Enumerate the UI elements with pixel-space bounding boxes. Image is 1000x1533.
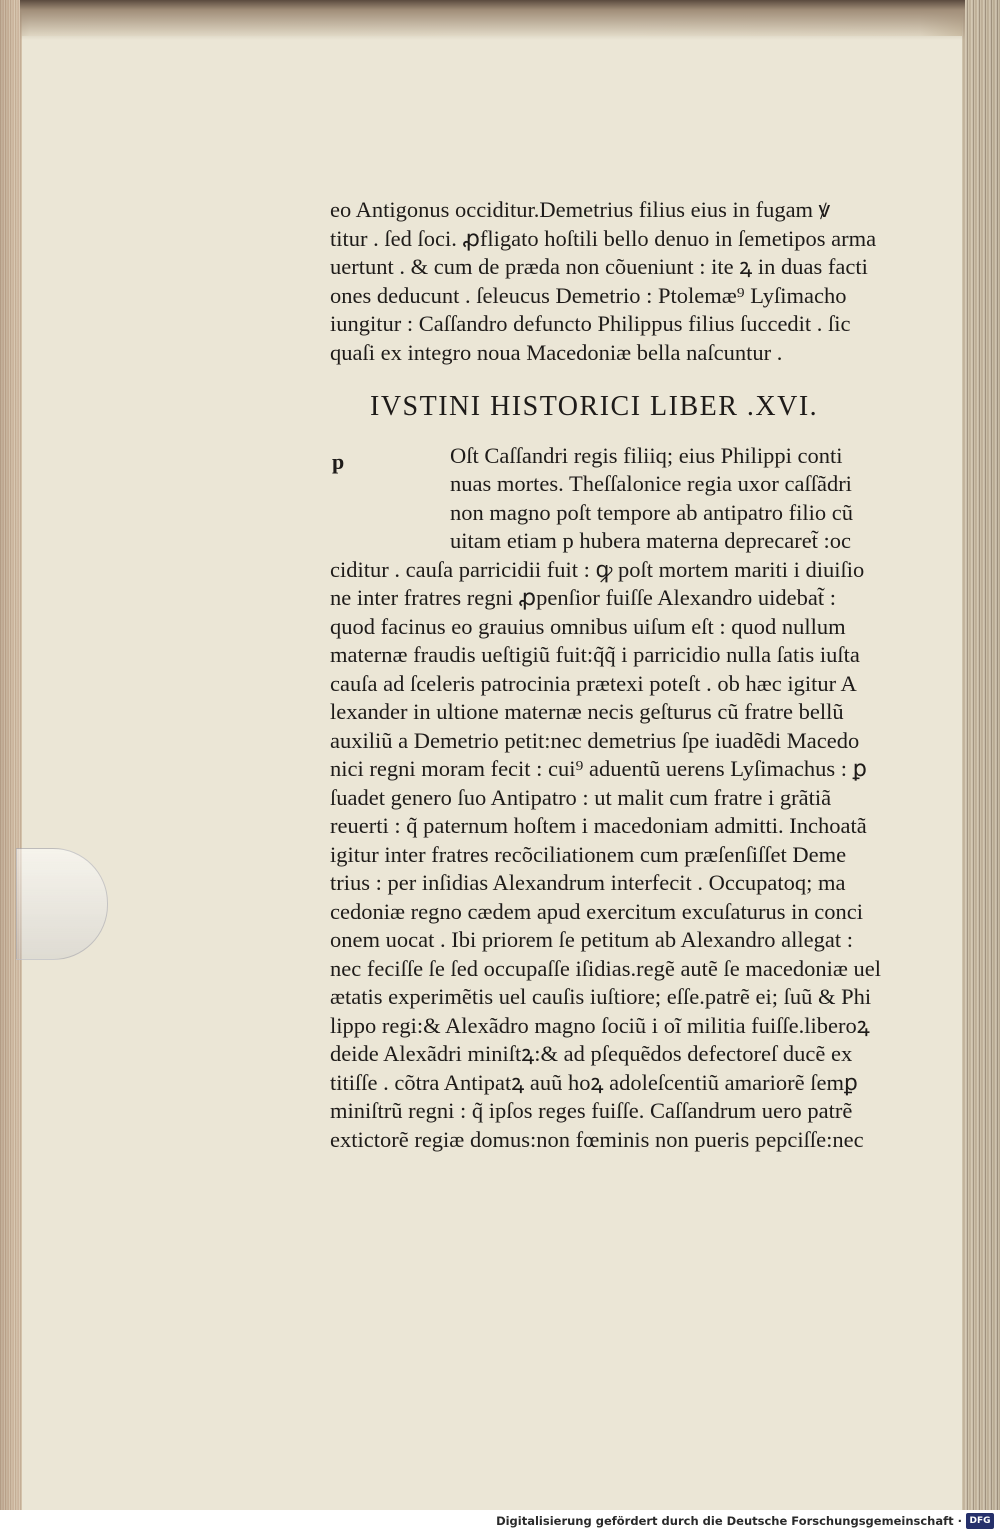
text-line: maternæ fraudis ueſtigiũ fuit:q̃q̃ i parricidio nulla ſatis iuſta [330,642,860,667]
page-clip [16,848,108,960]
body-paragraph [330,556,915,1155]
book-heading: IVSTINI HISTORICI LIBER .XVI. [370,391,819,422]
text-line: cedoniæ regno cædem apud exercitum excuſaturus in conci [330,898,863,924]
text-line: uertunt . & cum de præda non cõueniunt : ite ꝝ in duas facti [330,254,868,279]
text-line: non magno poſt tempore ab antipatro filio cũ [450,499,854,525]
text-line: nec feciſſe ſe ſed occupaſſe iſidias.regẽ autẽ ſe macedoniæ uel [330,955,881,981]
text-line: lexander in ultione maternæ necis geſturus cũ fratre bellũ [330,699,844,724]
text-line: uitam etiam p hubera materna deprecaret̃ :oc [450,528,852,553]
text-line: ſuadet genero ſuo Antipatro : ut malit cum fratre i grãtiã [330,784,832,810]
closing-paragraph [330,196,915,367]
text-line: igitur inter fratres recõciliationem cum præſenſiſſet Deme [330,841,847,867]
text-line: Oſt Caſſandri regis filiiq; eius Philippi conti [450,442,843,468]
page-top-shadow [20,0,965,40]
text-line: extictorẽ regiæ domus:non fœminis non pueris pepciſſe:nec [330,1126,864,1152]
text-line: titiſſe . cõtra Antipatꝝ auũ hoꝝ adoleſcentiũ amariorẽ ſemꝑ [330,1069,858,1095]
text-line: miniſtrũ regni : q̃ ipſos reges fuiſſe. Caſſandrum uero patrẽ [330,1098,853,1123]
text-line: trius : per inſidias Alexandrum interfecit . Occupatoq; ma [330,870,846,895]
text-line: onem uocat . Ibi priorem ſe petitum ab Alexandro allegat : [330,927,853,952]
initial-paragraph [330,442,915,556]
text-line: auxiliũ a Demetrio petit:nec demetrius ſpe iuadẽdi Macedo [330,727,860,753]
text-block [330,196,915,1154]
text-line: eo Antigonus occiditur.Demetrius filius eius in fugam ꝟ [330,197,831,222]
page-stack-left [0,0,22,1510]
text-line: titur . ſed ſoci. ꝓfligato hoſtili bello denuo in ſemetipos arma [330,225,877,251]
footer-credit: Digitalisierung gefördert durch die Deutsche Forschungsgemeinschaft · [496,1514,962,1528]
text-line: ones deducunt . ſeleucus Demetrio : Ptolemæ⁹ Lyſimacho [330,282,847,308]
text-line: cauſa ad ſceleris patrocinia prætexi poteſt . ob hæc igitur A [330,670,857,696]
text-line: ciditur . cauſa parricidii fuit : ꝙ poſt mortem mariti i diuiſio [330,556,865,582]
page-stack-right [962,0,1000,1510]
text-line: reuerti : q̃ paternum hoſtem i macedoniam admitti. Inchoatã [330,813,867,838]
text-line: ne inter fratres regni ꝓpenſior fuiſſe Alexandro uidebat̃ : [330,585,836,610]
text-line: lippo regi:& Alexãdro magno ſociũ i oĩ militia fuiſſe.liberoꝝ [330,1012,870,1038]
text-line: deide Alexãdri miniſtꝝ:& ad pſequẽdos defectoreſ ducẽ ex [330,1041,853,1066]
footer-bar [0,1510,1000,1533]
initial-letter: p [332,448,345,474]
text-line: quaſi ex integro noua Macedoniæ bella naſcuntur . [330,339,783,365]
text-line: ætatis experimẽtis uel cauſis iuſtiore; eſſe.patrẽ ei; ſuũ & Phi [330,984,872,1009]
indented-lines [330,442,915,556]
text-line: quod facinus eo grauius omnibus uiſum eſt : quod nullum [330,613,846,639]
text-line: nuas mortes. Theſſalonice regia uxor caſſãdri [450,471,852,496]
dfg-logo: DFG [966,1513,994,1529]
text-line: iungitur : Caſſandro defuncto Philippus filius ſuccedit . ſic [330,311,851,336]
text-line: nici regni moram fecit : cui⁹ aduentũ uerens Lyſimachus : ꝑ [330,756,867,781]
